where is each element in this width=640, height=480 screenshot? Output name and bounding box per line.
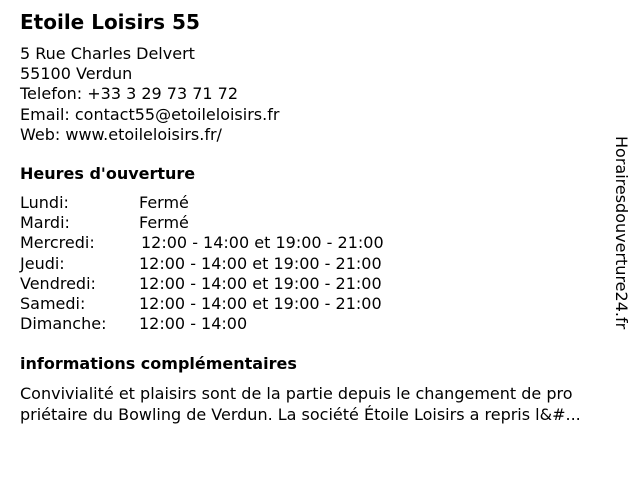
day-hours: 12:00 - 14:00 et 19:00 - 21:00 [139,253,382,273]
description [20,383,581,425]
contact-block [20,44,279,145]
email-address: Email: contact55@etoileloisirs.fr [20,104,280,124]
day-hours: 12:00 - 14:00 et 19:00 - 21:00 [139,293,382,313]
day-label: Samedi: [20,293,86,313]
day-label: Mardi: [20,213,70,233]
description-line: Convivialité et plaisirs sont de la partie depuis le changement de pro [20,384,573,403]
day-label: Vendredi: [20,273,96,293]
phone-number: Telefon: +33 3 29 73 71 72 [20,84,239,104]
day-label: Dimanche: [20,314,107,334]
day-label: Lundi: [20,193,69,212]
day-label: Jeudi: [20,253,65,273]
day-hours: 12:00 - 14:00 et 19:00 - 21:00 [139,273,382,293]
day-hours: 12:00 - 14:00 [139,314,248,334]
street-address: 5 Rue Charles Delvert [20,44,195,63]
day-hours: Fermé [139,213,189,233]
day-hours: Fermé [139,193,189,212]
description-line: priétaire du Bowling de Verdun. La société Étoile Loisirs a repris l&#... [20,405,581,424]
info-heading: informations complémentaires [20,354,297,373]
business-name: Etoile Loisirs 55 [20,10,200,34]
watermark-text: Horairesdouverture24.fr [612,136,631,330]
day-hours: 12:00 - 14:00 et 19:00 - 21:00 [141,233,384,253]
city-postal: 55100 Verdun [20,64,133,84]
website: Web: www.etoileloisirs.fr/ [20,124,222,144]
hours-heading: Heures d'ouverture [20,164,196,183]
day-label: Mercredi: [20,233,95,253]
